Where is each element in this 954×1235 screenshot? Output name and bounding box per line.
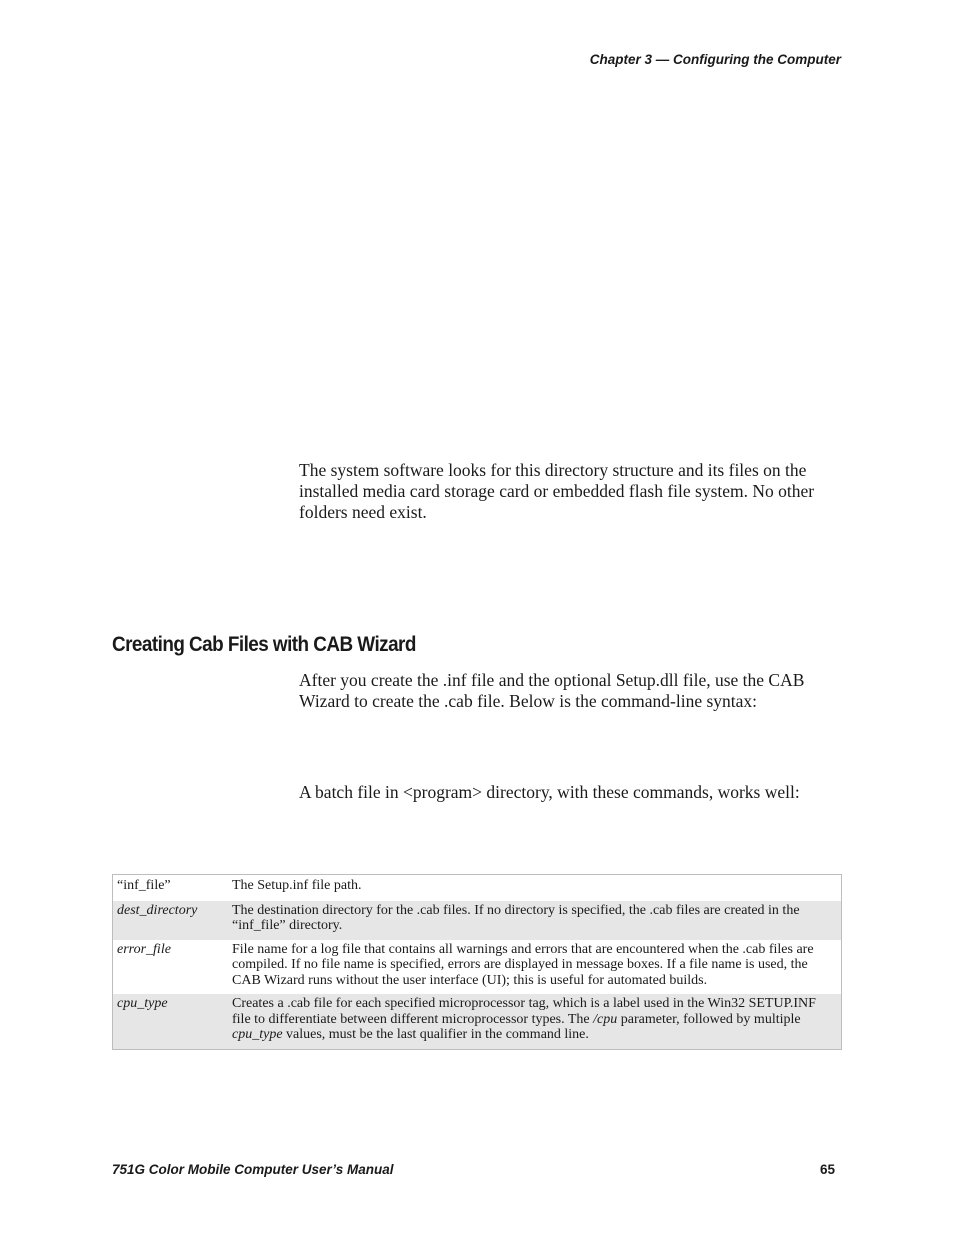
- parameter-description: The destination directory for the .cab files. If no directory is specified, the .cab files are created in the “inf_file” directory.: [232, 902, 800, 933]
- table-row: [113, 901, 842, 940]
- cpu-type-term: cpu_type: [232, 1027, 283, 1042]
- running-header: Chapter 3 — Configuring the Computer: [589, 52, 841, 67]
- cab-wizard-intro-paragraph: After you create the .inf file and the optional Setup.dll file, use the CAB Wizard to create the .cab file. Below is the command-line syntax:: [299, 670, 805, 711]
- parameter-name: dest_directory: [117, 902, 198, 918]
- description-text: Creates a .cab file for each specified microprocessor tag, which is a label used in the Win32 SETUP.INF file to differentiate between different microprocessor types. The: [232, 996, 816, 1027]
- page-number: 65: [819, 1162, 835, 1177]
- cpu-parameter-term: /cpu: [593, 1011, 618, 1027]
- parameter-description: File name for a log file that contains all warnings and errors that are encountered when the .cab files are compiled. If no file name is specified, errors are displayed in message boxes. If a file name is used, the CAB Wizard runs without the user interface (UI); this is useful for automated builds.: [232, 941, 814, 988]
- parameter-table: [112, 874, 842, 1050]
- parameter-name: “inf_file”: [117, 878, 171, 893]
- parameter-name: cpu_type: [117, 996, 168, 1011]
- table-row: [113, 875, 842, 901]
- parameter-description: The Setup.inf file path.: [232, 878, 362, 893]
- table-row: [113, 940, 842, 995]
- description-text: parameter, followed by multiple: [617, 1011, 801, 1027]
- parameter-description: [228, 994, 842, 1049]
- section-heading: Creating Cab Files with CAB Wizard: [112, 633, 416, 656]
- batch-file-paragraph: A batch file in <program> directory, with these commands, works well:: [299, 782, 800, 802]
- description-text: values, must be the last qualifier in the command line.: [282, 1027, 589, 1042]
- directory-structure-paragraph: The system software looks for this directory structure and its files on the installed media card storage card or embedded flash file system. No other folders need exist.: [299, 460, 815, 522]
- manual-title-footer: 751G Color Mobile Computer User’s Manual: [112, 1162, 394, 1177]
- parameter-name: error_file: [117, 941, 171, 957]
- table-row: [113, 994, 842, 1049]
